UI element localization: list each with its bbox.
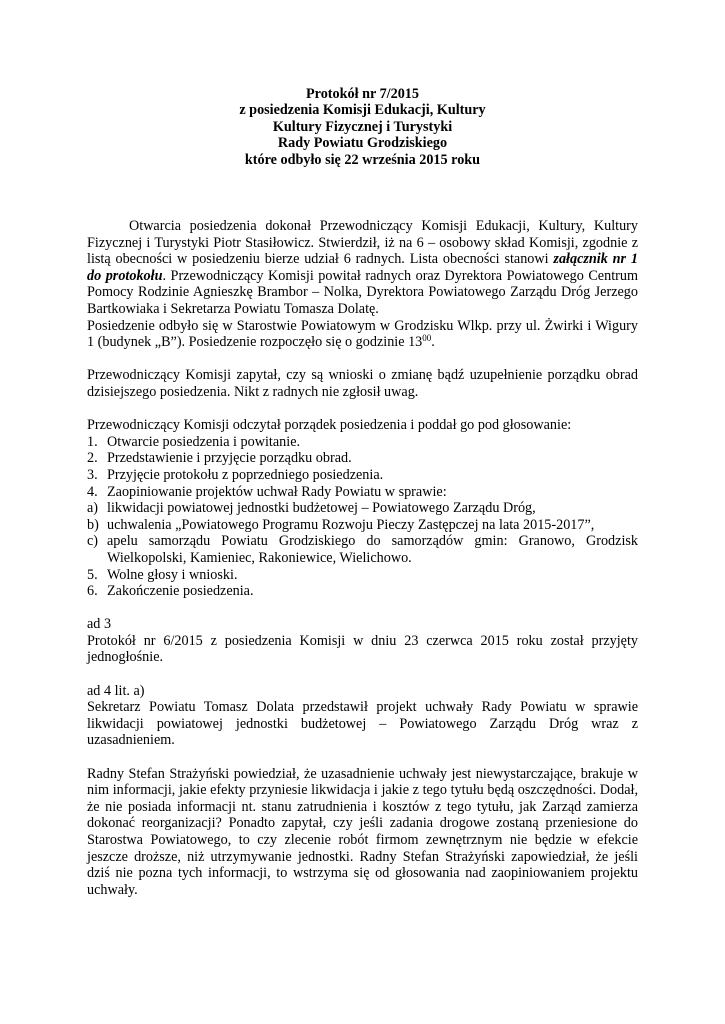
agenda-marker: 2. [87,450,98,467]
agenda-text: Przyjęcie protokołu z poprzedniego posiedzenia. [107,466,384,483]
agenda-list [87,434,638,600]
agenda-text: likwidacji powiatowej jednostki budżetowej – Powiatowego Zarządu Dróg, [107,500,536,517]
agenda-text: Zakończenie posiedzenia. [107,583,254,600]
agenda-marker: 6. [87,583,98,600]
ad3-paragraph: Protokół nr 6/2015 z posiedzenia Komisji w dniu 23 czerwca 2015 roku został przyjęty jednogłośnie. [87,632,638,666]
agenda-item [87,484,638,501]
agenda-marker: 4. [87,483,98,500]
intro-paragraph [87,218,638,318]
discussion-paragraph: Radny Stefan Strażyński powiedział, że uzasadnienie uchwały jest niewystarczające, brakuje w nim informacji, jakie efekty przyniesie likwidacja i jakie z tego tytułu będą oszczędności. Dodał, że nie posiada informacji nt. stanu zatrudnienia i kosztów z tego tytułu, jak Zarząd zamierza dokonać reorganizacji? Ponadto zapytał, czy jeśli zadania drogowe zostaną przeniesione do Starostwa Powiatowego, to czy zlecenie robót firmom zewnętrznym nie będzie w efekcie jeszcze droższe, niż utrzymywanie jednostki. Radny Stefan Strażyński zapowiedział, że jeśli dziś nie pozna tych informacji, to wstrzyma się od głosowania nad zaopiniowaniem projektu uchwały. [87,765,638,898]
agenda-item [87,517,638,534]
agenda-question-paragraph: Przewodniczący Komisji zapytał, czy są wnioski o zmianę bądź uzupełnienie porządku obrad dzisiejszego posiedzenia. Nikt z radnych nie zgłosił uwag. [87,367,638,400]
agenda-marker: 5. [87,566,98,583]
agenda-text: Wolne głosy i wnioski. [107,566,238,583]
document-title [87,86,638,168]
agenda-marker: 1. [87,433,98,450]
ad3-heading: ad 3 [87,616,112,633]
agenda-text: Zaopiniowanie projektów uchwał Rady Powiatu w sprawie: [107,483,447,500]
intro-text: Otwarcia posiedzenia dokonał Przewodniczący Komisji Edukacji, Kultury, Kultury Fizycznej i Turystyki Piotr Stasiłowicz. Stwierdził, iż na 6 – osobowy skład Komisji, zgodnie z listą obecności w posiedzeniu bierze udział 6 radnych. Lista obecności stanowi [87,218,638,268]
agenda-text: Przedstawienie i przyjęcie porządku obrad. [107,450,352,467]
agenda-item [87,533,638,566]
agenda-marker: 3. [87,466,98,483]
venue-paragraph [87,318,638,351]
title-line: z posiedzenia Komisji Edukacji, Kultury [239,102,486,119]
agenda-marker: a) [87,500,99,517]
agenda-text: uchwalenia „Powiatowego Programu Rozwoju Pieczy Zastępczej na lata 2015-2017”, [107,516,595,533]
ad4a-paragraph: Sekretarz Powiatu Tomasz Dolata przedstawił projekt uchwały Rady Powiatu w sprawie likwidacji powiatowej jednostki budżetowej – Powiatowego Zarządu Dróg wraz z uzasadnieniem. [87,699,638,749]
ad4a-heading: ad 4 lit. a) [87,682,145,699]
time-superscript: 00 [422,333,432,344]
title-line: które odbyło się 22 września 2015 roku [244,151,481,168]
agenda-text: Otwarcie posiedzenia i powitanie. [107,433,301,450]
agenda-marker: c) [87,533,99,550]
intro-text: . Przewodniczący Komisji powitał radnych oraz Dyrektora Powiatowego Centrum Pomocy Rodzinie Agnieszkę Brambor – Nolka, Dyrektora Powiatowego Zarządu Dróg Jerzego Bartkowiaka i Sekretarza Powiatu Tomasza Dolatę. [87,267,638,317]
title-line: Rady Powiatu Grodziskiego [277,135,448,152]
venue-end: . [431,334,435,351]
venue-text: Posiedzenie odbyło się w Starostwie Powiatowym w Grodzisku Wlkp. przy ul. Żwirki i Wigury 1 (budynek „B”). Posiedzenie rozpoczęło się o godzinie 13 [87,317,638,351]
agenda-item [87,467,638,484]
agenda-item [87,450,638,467]
agenda-item [87,583,638,600]
agenda-marker: b) [87,516,99,533]
agenda-item [87,434,638,451]
agenda-intro: Przewodniczący Komisji odczytał porządek posiedzenia i poddał go pod głosowanie: [87,417,572,434]
title-line: Protokół nr 7/2015 [306,86,419,102]
agenda-item [87,567,638,584]
agenda-text: apelu samorządu Powiatu Grodziskiego do samorządów gmin: Granowo, Grodzisk Wielkopolski, Kamieniec, Rakoniewice, Wielichowo. [107,533,638,566]
agenda-item [87,500,638,517]
title-line: Kultury Fizycznej i Turystyki [272,118,453,135]
attachment-reference: załącznik nr 1 do protokołu [87,251,638,284]
